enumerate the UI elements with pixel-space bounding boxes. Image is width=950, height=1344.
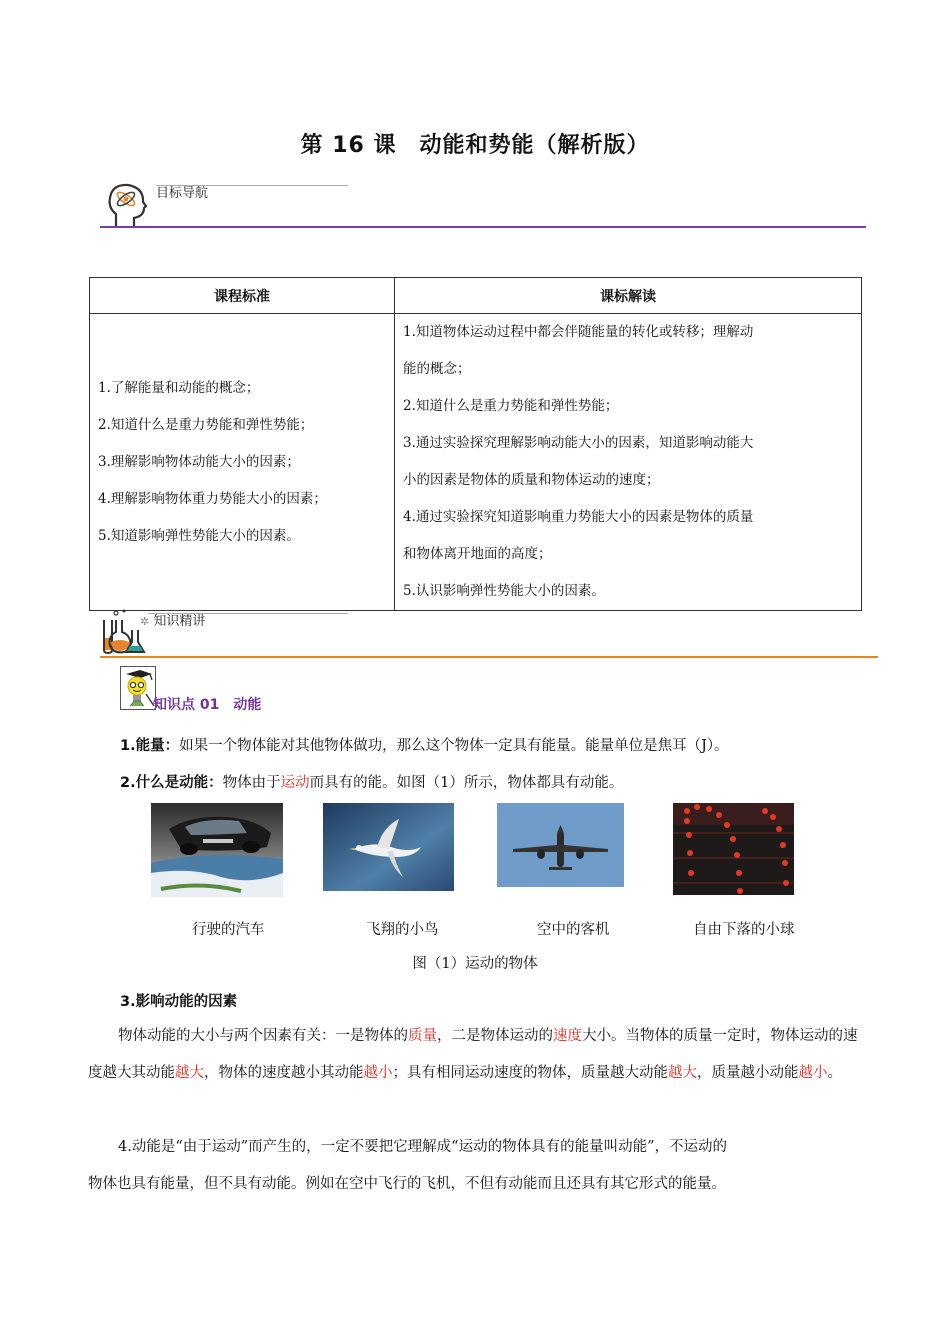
gear-icon: ✲ [140, 615, 150, 628]
figure-caption: 自由下落的小球 [693, 922, 795, 938]
section-divider [100, 656, 878, 658]
section-label: ✲ 知识精讲 [140, 614, 206, 629]
list-item: 4.理解影响物体重力势能大小的因素； [98, 490, 327, 507]
list-item: 3.通过实验探究理解影响动能大小的因素，知道影响动能大 [403, 435, 754, 451]
knowledge-point-title: 知识点 01 动能 [153, 697, 262, 713]
list-item: 和物体离开地面的高度； [403, 546, 552, 562]
lightbulb-teacher-icon [120, 666, 156, 710]
list-item: 小的因素是物体的质量和物体运动的速度； [403, 472, 660, 488]
section-label: 目标导航 [156, 186, 209, 201]
paragraph-note: 4.动能是“由于运动”而产生的，一定不要把它理解成“运动的物体具有的能量叫动能”，不运动的 物体也具有能量，但不具有动能。例如在空中飞行的飞机，不但有动能而且还具有其它形式的能量。 [88, 1139, 727, 1192]
figure-caption: 行驶的汽车 [192, 922, 265, 938]
list-item: 1.了解能量和动能的概念； [98, 379, 260, 396]
list-item: 5.知道影响弹性势能大小的因素。 [98, 527, 300, 544]
list-item: 2.知道什么是重力势能和弹性势能； [403, 398, 619, 414]
figure-title: 图（1）运动的物体 [412, 956, 538, 972]
paragraph-energy: 1.能量：如果一个物体能对其他物体做功，那么这个物体一定具有能量。能量单位是焦耳（J）。 [120, 738, 729, 754]
table-header: 课程标准 [90, 278, 395, 314]
page-title: 第 16 课 动能和势能（解析版） [300, 133, 650, 158]
list-item: 能的概念； [403, 361, 471, 377]
section-heading: 3.影响动能的因素 [120, 994, 238, 1010]
standards-cell [90, 314, 395, 611]
term-label: 1.能量： [120, 738, 180, 754]
head-atom-icon [104, 180, 148, 228]
section-header-goals [100, 180, 866, 232]
figure-caption: 飞翔的小鸟 [366, 922, 439, 938]
list-item: 2.知道什么是重力势能和弹性势能； [98, 416, 314, 433]
interpretation-cell [395, 314, 862, 611]
section-divider [100, 226, 866, 228]
car-photo [151, 803, 283, 897]
figure-caption: 空中的客机 [537, 922, 610, 938]
list-item: 1.知道物体运动过程中都会伴随能量的转化或转移；理解动 [403, 324, 754, 340]
paragraph-kinetic: 2.什么是动能：物体由于运动而具有的能。如图（1）所示，物体都具有动能。 [120, 775, 624, 791]
airplane-photo [497, 803, 624, 887]
table-header: 课标解读 [395, 278, 862, 314]
paragraph-factors: 物体动能的大小与两个因素有关：一是物体的质量，二是物体运动的速度大小。当物体的质量一定时，物体运动的速度越大其动能越大，物体的速度越小其动能越小；具有相同运动速度的物体，质量越大动能越大，质量越小动能越小。 [88, 1028, 858, 1081]
list-item: 5.认识影响弹性势能大小的因素。 [403, 583, 605, 599]
standards-table [89, 277, 862, 611]
falling-ball-photo [673, 803, 794, 895]
term-label: 2.什么是动能： [120, 775, 223, 791]
bird-photo [323, 803, 454, 891]
section-header-knowledge [100, 608, 878, 660]
list-item: 3.理解影响物体动能大小的因素； [98, 453, 300, 470]
list-item: 4.通过实验探究知道影响重力势能大小的因素是物体的质量 [403, 509, 754, 525]
